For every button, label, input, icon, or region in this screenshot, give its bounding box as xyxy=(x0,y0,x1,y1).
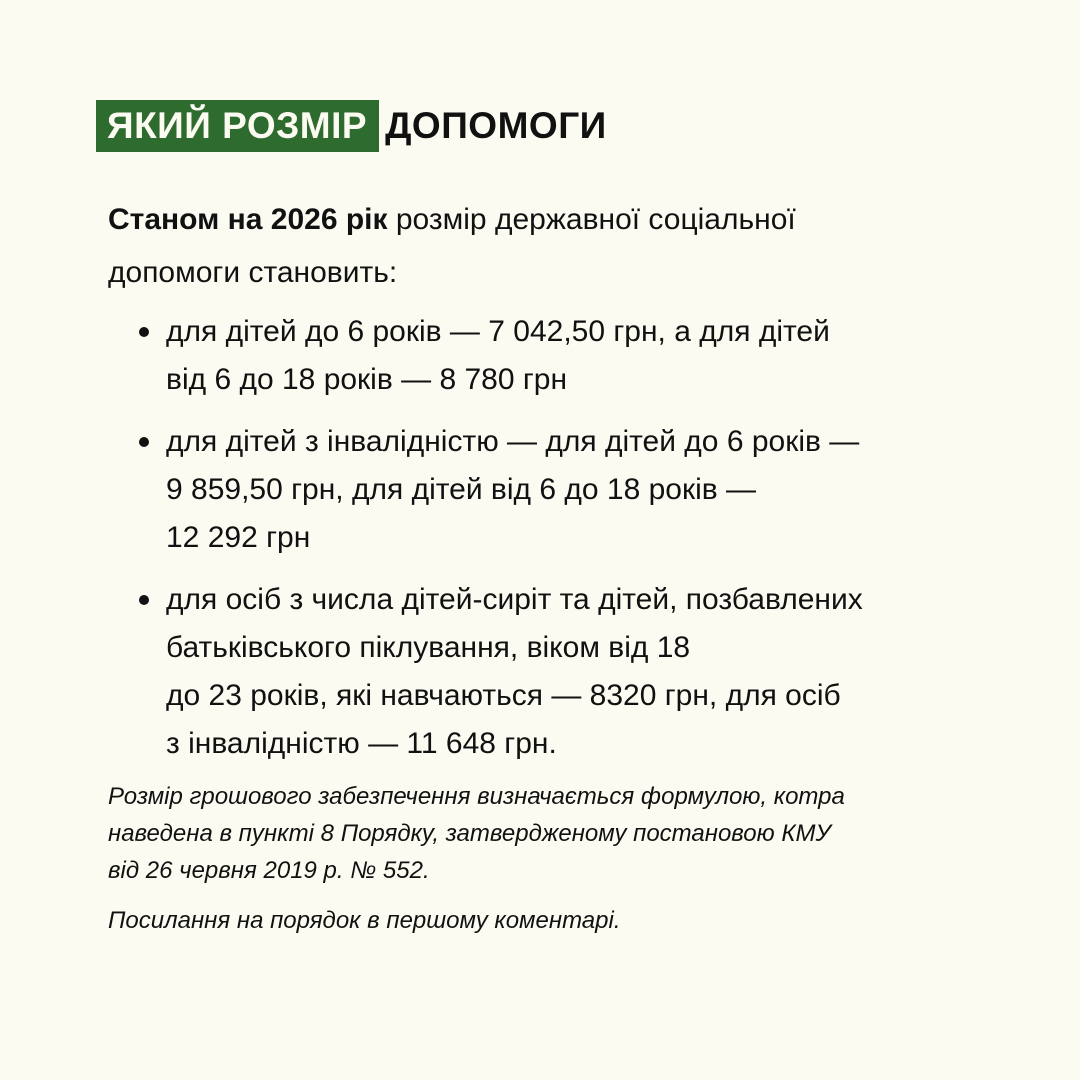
list-item xyxy=(108,418,1008,562)
intro-line-1 xyxy=(108,203,796,236)
bullet-dot-icon xyxy=(139,595,149,605)
intro-line-2: допомоги становить: xyxy=(108,256,398,289)
list-item-line: для осіб з числа дітей-сиріт та дітей, позбавлених xyxy=(166,583,863,616)
benefit-list xyxy=(108,308,1008,782)
title-rest: ДОПОМОГИ xyxy=(385,105,607,146)
list-item-line: 12 292 грн xyxy=(166,521,311,554)
note-line: наведена в пункті 8 Порядку, затвердженому постановою КМУ xyxy=(108,820,831,847)
bullet-dot-icon xyxy=(139,437,149,447)
formula-note xyxy=(108,778,1008,889)
list-item-line: для дітей з інвалідністю — для дітей до 6 років — xyxy=(166,425,860,458)
intro-line-1-rest: розмір державної соціальної xyxy=(387,203,796,236)
intro-bold: Станом на 2026 рік xyxy=(108,203,388,236)
list-item xyxy=(108,308,1008,404)
list-item-line: з інвалідністю — 11 648 грн. xyxy=(166,727,557,760)
link-note: Посилання на порядок в першому коментарі. xyxy=(108,907,621,934)
title-highlight: ЯКИЙ РОЗМІР xyxy=(96,100,379,152)
list-item xyxy=(108,576,1008,768)
note-line: від 26 червня 2019 р. № 552. xyxy=(108,857,430,884)
bullet-dot-icon xyxy=(139,327,149,337)
list-item-line: до 23 років, які навчаються — 8320 грн, для осіб xyxy=(166,679,841,712)
list-item-line: від 6 до 18 років — 8 780 грн xyxy=(166,363,568,396)
page-title xyxy=(96,100,607,152)
list-item-line: для дітей до 6 років — 7 042,50 грн, а для дітей xyxy=(166,315,830,348)
intro-paragraph xyxy=(108,193,988,299)
note-line: Розмір грошового забезпечення визначається формулою, котра xyxy=(108,783,845,810)
list-item-line: батьківського піклування, віком від 18 xyxy=(166,631,691,664)
list-item-line: 9 859,50 грн, для дітей від 6 до 18 років — xyxy=(166,473,757,506)
